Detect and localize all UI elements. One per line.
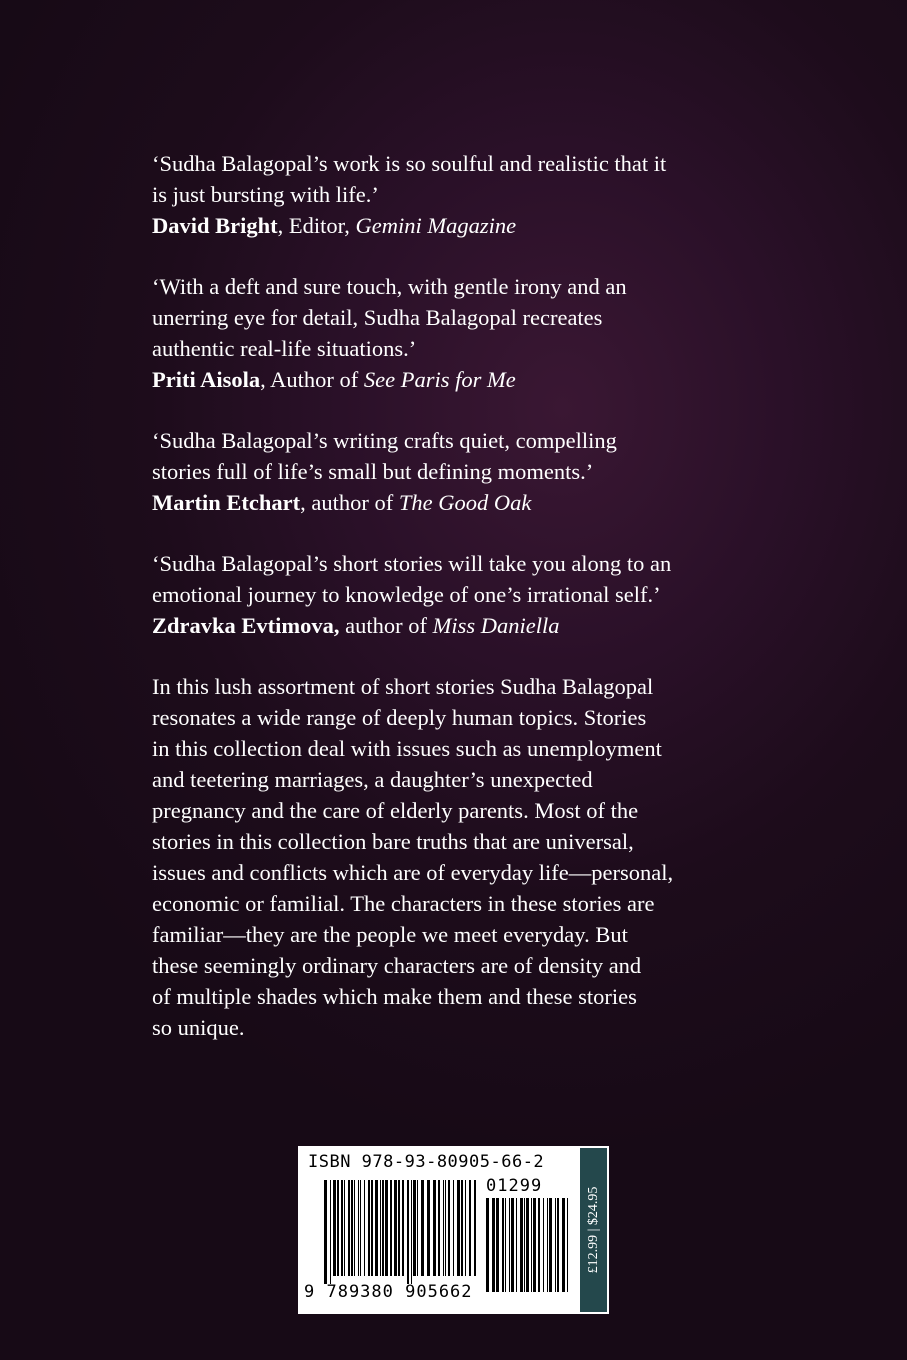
isbn-label: ISBN 978-93-80905-66-2	[308, 1152, 545, 1172]
barcode-bar	[438, 1180, 440, 1276]
ean-barcode-bars	[324, 1180, 478, 1284]
quote-text-line: ‘With a deft and sure touch, with gentle irony and an	[152, 274, 627, 299]
price-label: £12.99 | $24.95	[585, 1186, 601, 1274]
author-name: Zdravka Evtimova,	[152, 613, 340, 638]
back-cover-text	[152, 148, 752, 1043]
review-quote-2	[152, 271, 752, 395]
blurb-line: these seemingly ordinary characters are of density and	[152, 953, 642, 978]
barcode-bar	[394, 1180, 397, 1276]
barcode-bar	[413, 1180, 416, 1276]
barcode-bar	[371, 1180, 373, 1276]
barcode-bar	[465, 1180, 466, 1276]
blurb-line: economic or familial. The characters in these stories are	[152, 891, 655, 916]
barcode-bar	[348, 1180, 350, 1276]
author-role: author of	[339, 613, 433, 638]
barcode-bar	[526, 1198, 529, 1292]
barcode-bar	[333, 1180, 336, 1276]
barcode-bar	[364, 1180, 365, 1276]
blurb-line: stories in this collection bare truths that are universal,	[152, 829, 634, 854]
barcode-bar	[398, 1180, 400, 1276]
isbn-barcode	[298, 1146, 578, 1314]
author-role: , author of	[300, 490, 399, 515]
quote-text-line: ‘Sudha Balagopal’s short stories will take you along to an	[152, 551, 672, 576]
quote-attribution	[152, 610, 752, 641]
quote-text-line: ‘Sudha Balagopal’s writing crafts quiet, compelling	[152, 428, 617, 453]
barcode-bar	[427, 1180, 430, 1276]
barcode-bar	[411, 1180, 412, 1284]
barcode-bar	[354, 1180, 355, 1276]
book-blurb	[152, 671, 752, 1043]
barcode-bar	[555, 1198, 556, 1292]
barcode-bar	[382, 1180, 384, 1276]
review-quote-3	[152, 425, 752, 518]
barcode-bar	[496, 1198, 499, 1292]
barcode-bar	[557, 1198, 559, 1292]
blurb-line: and teetering marriages, a daughter’s unexpected	[152, 767, 593, 792]
quote-attribution	[152, 210, 752, 241]
barcode-bar	[562, 1198, 565, 1292]
review-quote-1	[152, 148, 752, 241]
barcode-bar	[341, 1180, 343, 1276]
barcode-bar	[524, 1198, 525, 1292]
author-role: , Editor,	[277, 213, 356, 238]
barcode-bar	[547, 1198, 548, 1292]
barcode-bar	[461, 1180, 463, 1276]
blurb-line: of multiple shades which make them and these stories	[152, 984, 637, 1009]
barcode-bar	[533, 1198, 536, 1292]
barcode-bar	[445, 1180, 446, 1276]
barcode-bar	[538, 1198, 540, 1292]
price-strip	[578, 1146, 609, 1314]
ean-number: 9 789380 905662	[304, 1282, 473, 1302]
barcode-bar	[330, 1180, 331, 1284]
barcode-bar	[457, 1180, 460, 1276]
barcode-bar	[360, 1180, 361, 1276]
quote-text-line: ‘Sudha Balagopal’s work is so soulful and realistic that it	[152, 151, 667, 176]
author-role: , Author of	[260, 367, 364, 392]
barcode-bar	[511, 1198, 514, 1292]
barcode-bar	[492, 1198, 495, 1292]
author-name: David Bright	[152, 213, 278, 238]
blurb-line: in this collection deal with issues such as unemployment	[152, 736, 662, 761]
barcode-bar	[505, 1198, 506, 1292]
barcode-bar	[417, 1180, 418, 1276]
barcode-bar	[337, 1180, 339, 1276]
barcode-bar	[390, 1180, 392, 1276]
quote-text-line: stories full of life’s small but defining moments.’	[152, 459, 594, 484]
barcode-bar	[421, 1180, 424, 1276]
barcode-bar	[486, 1198, 489, 1292]
barcode-bar	[351, 1180, 353, 1276]
blurb-line: so unique.	[152, 1015, 245, 1040]
barcode-bar	[368, 1180, 370, 1276]
barcode-bar	[453, 1180, 454, 1276]
author-name: Martin Etchart	[152, 490, 301, 515]
quote-attribution	[152, 487, 752, 518]
blurb-line: In this lush assortment of short stories Sudha Balagopal	[152, 674, 654, 699]
author-work: Gemini Magazine	[355, 213, 517, 238]
barcode-bar	[531, 1198, 532, 1292]
barcode-bar	[509, 1198, 510, 1292]
quote-attribution	[152, 364, 752, 395]
addon-barcode-bars	[486, 1198, 572, 1300]
addon-number: 01299	[486, 1176, 543, 1196]
barcode-bar	[358, 1180, 359, 1276]
blurb-line: resonates a wide range of deeply human topics. Stories	[152, 705, 647, 730]
barcode-bar	[344, 1180, 345, 1276]
author-work: Miss Daniella	[432, 613, 560, 638]
barcode-bar	[443, 1180, 444, 1276]
author-work: The Good Oak	[398, 490, 532, 515]
barcode-bar	[380, 1180, 381, 1276]
barcode-bar	[469, 1180, 471, 1276]
blurb-line: pregnancy and the care of elderly parents. Most of the	[152, 798, 639, 823]
author-work: See Paris for Me	[363, 367, 516, 392]
barcode-bar	[543, 1198, 544, 1292]
review-quote-4	[152, 548, 752, 641]
barcode-bar	[474, 1180, 476, 1276]
barcode-bar	[433, 1180, 436, 1276]
barcode-bar	[402, 1180, 404, 1276]
barcode-bar	[567, 1198, 568, 1292]
barcode-bar	[385, 1180, 388, 1276]
barcode-bar	[516, 1198, 517, 1292]
barcode-bar	[448, 1180, 450, 1276]
barcode-bar	[549, 1198, 552, 1292]
barcode-bar	[520, 1198, 523, 1292]
blurb-line: familiar—they are the people we meet everyday. But	[152, 922, 628, 947]
quote-text-line: emotional journey to knowledge of one’s irrational self.’	[152, 582, 661, 607]
barcode-bar	[324, 1180, 327, 1284]
quote-text-line: unerring eye for detail, Sudha Balagopal recreates	[152, 305, 603, 330]
barcode-bar	[502, 1198, 504, 1292]
author-name: Priti Aisola	[152, 367, 261, 392]
barcode-bar	[407, 1180, 409, 1284]
blurb-line: issues and conflicts which are of everyday life—personal,	[152, 860, 674, 885]
quote-text-line: authentic real-life situations.’	[152, 336, 417, 361]
barcode-bar	[375, 1180, 378, 1276]
quote-text-line: is just bursting with life.’	[152, 182, 379, 207]
